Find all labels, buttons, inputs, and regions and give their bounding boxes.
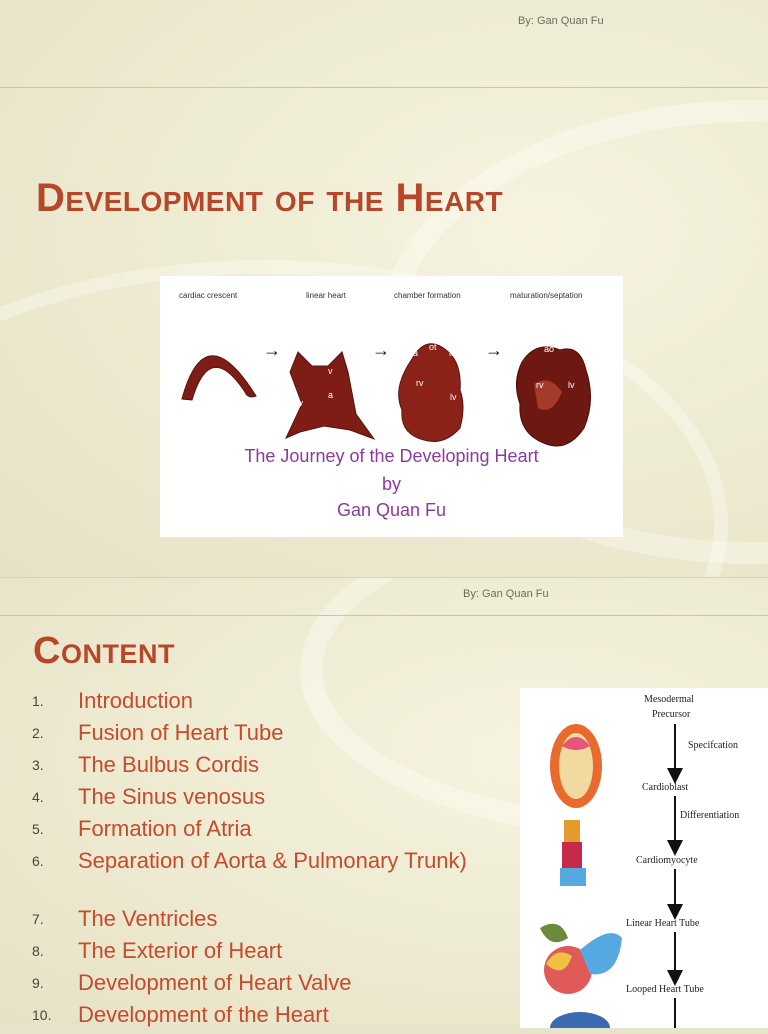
header-rule [0, 615, 768, 616]
arrow-icon: → [372, 340, 390, 360]
list-item [32, 906, 488, 938]
list-text: Introduction [78, 688, 193, 713]
label-ot: ot [325, 334, 333, 344]
flow-label-looped-tube: Looped Heart Tube [626, 984, 704, 995]
list-text: Separation of Aorta & Pulmonary Trunk) [78, 848, 467, 873]
flow-label-linear-tube: Linear Heart Tube [626, 918, 700, 929]
list-number: 1. [32, 693, 44, 709]
list-text: Development of the Heart [78, 1002, 329, 1027]
label-v: v [328, 366, 333, 376]
flow-label-precursor: Precursor [652, 709, 691, 720]
crescent-shape [182, 356, 256, 400]
header-rule [0, 87, 768, 88]
list-item [32, 752, 488, 784]
label-ot: ot [429, 342, 437, 352]
list-number: 5. [32, 821, 44, 837]
label-lv: lv [450, 392, 457, 402]
byline: By: Gan Quan Fu [518, 15, 604, 27]
flowchart-illustration [520, 688, 768, 1028]
final-heart-shape [550, 1012, 610, 1028]
list-item [32, 1002, 488, 1034]
list-item [32, 784, 488, 816]
list-text: Formation of Atria [78, 816, 252, 841]
arrow-icon: → [263, 340, 281, 360]
byline: By: Gan Quan Fu [463, 588, 549, 600]
label-rv: rv [536, 380, 544, 390]
list-item [32, 848, 488, 906]
label-ao: ao [544, 344, 555, 354]
label-ra: ra [522, 344, 531, 354]
list-item [32, 688, 488, 720]
list-number: 8. [32, 943, 44, 959]
list-number: 7. [32, 911, 44, 927]
list-text: The Bulbus Cordis [78, 752, 259, 777]
tube-segment [560, 868, 586, 886]
label-la: la [562, 340, 570, 350]
list-item [32, 938, 488, 970]
list-item [32, 816, 488, 848]
slide-title: Content [33, 630, 175, 672]
flow-label-cardioblast: Cardioblast [642, 782, 689, 793]
flow-label-cardiomyocyte: Cardiomyocyte [636, 855, 698, 866]
stage-label-maturation: maturation/septation [510, 291, 583, 300]
list-text: The Ventricles [78, 906, 218, 931]
label-rv: rv [416, 378, 424, 388]
arrow-icon: → [485, 340, 503, 360]
label-lv: lv [568, 380, 575, 390]
label-sv: sv [294, 398, 303, 408]
label-pa: pa [540, 322, 551, 332]
contents-list [32, 688, 488, 1034]
list-item [32, 970, 488, 1002]
list-text: Development of Heart Valve [78, 970, 352, 995]
list-number: 4. [32, 789, 44, 805]
label-ra: ra [410, 348, 419, 358]
list-text: The Sinus venosus [78, 784, 266, 809]
looped-segment [540, 924, 568, 942]
tube-segment [564, 820, 580, 842]
flow-label-differentiation: Differentiation [680, 810, 740, 821]
list-number: 9. [32, 975, 44, 991]
list-number: 6. [32, 853, 44, 869]
tube-segment [562, 842, 582, 868]
label-la: la [449, 348, 457, 358]
label-a: a [328, 390, 334, 400]
heart-stages-illustration [160, 304, 623, 454]
list-number: 10. [32, 1007, 52, 1023]
flow-label-mesodermal: Mesodermal [644, 694, 694, 705]
differentiation-flowchart [520, 688, 768, 1028]
cover-caption-author: Gan Quan Fu [336, 500, 447, 520]
stage-label-linear: linear heart [306, 291, 347, 300]
cover-caption-by: by [381, 474, 401, 494]
cover-caption: The Journey of the Developing Heart [244, 446, 539, 466]
slide-title: Development of the Heart [36, 176, 504, 220]
flow-label-specification: Specifcation [688, 740, 738, 751]
list-number: 3. [32, 757, 44, 773]
list-text: Fusion of Heart Tube [78, 720, 284, 745]
cover-image [160, 276, 623, 537]
stage-label-chamber: chamber formation [394, 291, 461, 300]
list-text: The Exterior of Heart [78, 938, 283, 963]
list-number: 2. [32, 725, 44, 741]
stage-label-crescent: cardiac crescent [179, 291, 238, 300]
list-item [32, 720, 488, 752]
